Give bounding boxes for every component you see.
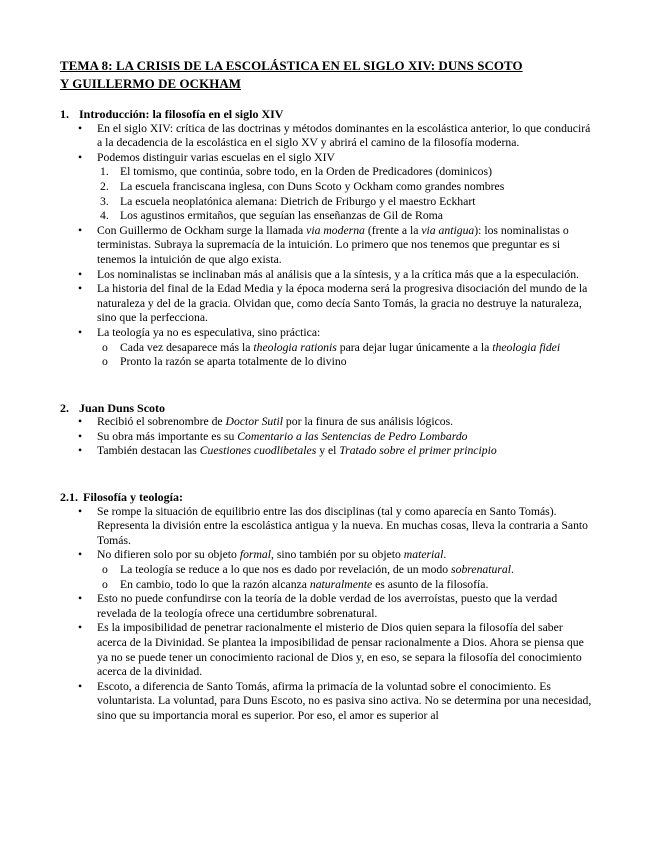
list-item xyxy=(60,505,595,549)
text-run: Esto no puede confundirse con la teoría de la doble verdad de los averroístas, puesto que la verdad revelada de la teología ofrece una certidumbre sobrenatural. xyxy=(97,592,558,620)
list-item xyxy=(60,563,595,578)
text-run: En el siglo XIV: crítica de las doctrinas y métodos dominantes en la escolástica anterior, lo que conducirá a la decadencia de la escolástica en el siglo XV y abrirá el camino de la filosofía moderna. xyxy=(97,121,591,150)
list-item-text xyxy=(120,578,488,591)
section-heading xyxy=(60,107,595,122)
bullet-marker: • xyxy=(78,592,83,606)
list-item xyxy=(60,268,595,283)
sub-bullet-marker: o xyxy=(102,355,108,369)
section-heading xyxy=(60,401,595,416)
text-run: Pronto la razón se aparta totalmente de lo divino xyxy=(120,355,347,369)
list-item-text xyxy=(97,444,497,457)
text-run: La escuela franciscana inglesa, con Duns Scoto y Ockham como grandes nombres xyxy=(120,179,505,193)
italic-text-run: Doctor Sutil xyxy=(225,415,283,429)
sub-bullet-marker: o xyxy=(102,563,108,577)
list-item-text xyxy=(97,151,335,164)
document-title-line-1: TEMA 8: LA CRISIS DE LA ESCOLÁSTICA EN EL SIGLO XIV: DUNS SCOTO xyxy=(60,59,523,73)
list-item-text xyxy=(120,563,514,576)
sub-bullet-marker: o xyxy=(102,340,108,354)
list-item xyxy=(60,151,595,166)
bullet-marker: • xyxy=(78,223,83,237)
text-run: es asunto de la filosofía. xyxy=(372,577,489,591)
text-run: . xyxy=(511,563,514,577)
bullet-marker: • xyxy=(78,621,83,635)
text-run: (frente a la xyxy=(364,223,422,237)
list-item-text xyxy=(97,122,590,150)
number-marker: 1. xyxy=(100,165,109,179)
text-run: La teología ya no es especulativa, sino práctica: xyxy=(97,325,321,339)
text-run: y el xyxy=(316,444,340,458)
section xyxy=(60,490,595,724)
list-item xyxy=(60,680,595,724)
list-item-text xyxy=(120,165,492,178)
text-run: Escoto, a diferencia de Santo Tomás, afirma la primacía de la voluntad sobre el conocimiento. Es voluntarista. La voluntad, para Duns Escoto, no es pasiva sino activa. No se determina por una necesidad, sino que su importancia moral es superior. Por eso, el amor es superior al xyxy=(97,679,592,722)
bullet-marker: • xyxy=(78,679,83,693)
bullet-marker: • xyxy=(78,504,83,518)
list-item xyxy=(60,430,595,445)
list-item-text xyxy=(97,268,579,281)
italic-text-run: naturalmente xyxy=(309,577,373,591)
list-item-text xyxy=(97,430,468,443)
list-item-text xyxy=(97,548,446,561)
document-body xyxy=(60,107,595,724)
list-item xyxy=(60,180,595,195)
list-item xyxy=(60,592,595,621)
list-item-text xyxy=(120,341,560,354)
list-item xyxy=(60,326,595,341)
bullet-marker: • xyxy=(78,121,83,135)
section-number: 2. xyxy=(60,400,69,415)
list-item-text xyxy=(120,355,347,368)
bullet-marker: • xyxy=(78,444,83,458)
text-run: No difieren solo por su objeto xyxy=(97,548,240,562)
list-item xyxy=(60,209,595,224)
list-item-text xyxy=(97,224,569,266)
number-marker: 4. xyxy=(100,209,109,223)
text-run: , sino también por su objeto xyxy=(271,548,404,562)
text-run: La escuela neoplatónica alemana: Dietrich de Friburgo y el maestro Eckhart xyxy=(120,194,476,208)
text-run: Los agustinos ermitaños, que seguían las enseñanzas de Gil de Roma xyxy=(120,209,443,223)
text-run: Se rompe la situación de equilibrio entre las dos disciplinas (tal y como aparecía en Santo Tomás). Representa la división entre la escolástica antigua y la nueva. En muchas cosas, lleva la contraria a Santo Tomás. xyxy=(97,504,589,547)
section-heading xyxy=(60,490,595,505)
text-run: La teología se reduce a lo que nos es dado por revelación, de un modo xyxy=(120,563,452,577)
italic-text-run: theologia fidei xyxy=(492,340,561,354)
list-item-text xyxy=(97,505,588,547)
list-item xyxy=(60,621,595,679)
text-run: Cada vez desaparece más la xyxy=(120,340,254,354)
section xyxy=(60,107,595,370)
text-run: Es la imposibilidad de penetrar racionalmente el misterio de Dios quien separa la filosofía del saber acerca de la Divinidad. Se plantea la imposibilidad de pensar racionalmente a Dios. Ahora se piensa que ya no se puede tener un conocimiento racional de Dios y, en eso, se separa la filosofía del conocimiento acerca de la divinidad. xyxy=(97,621,584,679)
text-run: para dejar lugar únicamente a la xyxy=(336,340,493,354)
section xyxy=(60,401,595,459)
text-run: por la finura de sus análisis lógicos. xyxy=(283,415,454,429)
list-item-text xyxy=(120,209,443,222)
text-run: El tomismo, que continúa, sobre todo, en la Orden de Predicadores (dominicos) xyxy=(120,165,492,179)
text-run: Los nominalistas se inclinaban más al análisis que a la síntesis, y a la crítica más que a la especulación. xyxy=(97,267,579,281)
italic-text-run: via moderna xyxy=(306,223,365,237)
italic-text-run: formal xyxy=(239,548,271,562)
italic-text-run: Cuestiones cuodlibetales xyxy=(199,444,317,458)
bullet-marker: • xyxy=(78,282,83,296)
italic-text-run: via antigua xyxy=(421,223,475,237)
section-number: 2.1. xyxy=(60,490,78,505)
italic-text-run: Tratado sobre el primer principio xyxy=(339,444,497,458)
list-item xyxy=(60,165,595,180)
list-item xyxy=(60,548,595,563)
italic-text-run: Comentario a las Sentencias de Pedro Lombardo xyxy=(237,429,468,443)
list-item-text xyxy=(97,326,320,339)
number-marker: 3. xyxy=(100,194,109,208)
bullet-marker: • xyxy=(78,429,83,443)
bullet-marker: • xyxy=(78,548,83,562)
text-run: También destacan las xyxy=(97,444,200,458)
italic-text-run: sobrenatural xyxy=(451,563,512,577)
list-item-text xyxy=(97,680,591,722)
text-run: Recibió el sobrenombre de xyxy=(97,415,226,429)
section-number: 1. xyxy=(60,107,69,121)
document-title xyxy=(60,57,595,93)
text-run: Podemos distinguir varias escuelas en el siglo XIV xyxy=(97,150,335,164)
text-run: ): los nominalistas o terministas. Subraya la supremacía de la intuición. Lo primero que nos tenemos que preguntar es si tenemos la intuición de que algo exista. xyxy=(97,223,569,266)
text-run: Con Guillermo de Ockham surge la llamada xyxy=(97,223,307,237)
bullet-marker: • xyxy=(78,415,83,429)
list-item-text xyxy=(97,415,453,428)
list-item xyxy=(60,415,595,430)
list-item xyxy=(60,224,595,268)
list-item xyxy=(60,444,595,459)
text-run: . xyxy=(443,548,447,562)
number-marker: 2. xyxy=(100,179,109,193)
list-item xyxy=(60,122,595,151)
text-run: La historia del final de la Edad Media y la época moderna será la progresiva disociación del mundo de la naturaleza y del de la gracia. Olvidan que, como decía Santo Tomás, la gracia no destruye la naturaleza, sino que la perfecciona. xyxy=(97,282,588,325)
list-item-text xyxy=(120,180,504,193)
list-item-text xyxy=(120,195,475,208)
list-item-text xyxy=(97,282,587,324)
bullet-marker: • xyxy=(78,325,83,339)
list-item xyxy=(60,341,595,356)
text-run: En cambio, todo lo que la razón alcanza xyxy=(120,577,310,591)
list-item xyxy=(60,195,595,210)
bullet-marker: • xyxy=(78,150,83,164)
text-run: Su obra más importante es su xyxy=(97,429,238,443)
list-item xyxy=(60,355,595,370)
list-item xyxy=(60,578,595,593)
list-item-text xyxy=(97,592,557,620)
section-heading-text: Filosofía y teología: xyxy=(83,490,183,505)
document-title-line-2: Y GUILLERMO DE OCKHAM xyxy=(60,77,242,91)
italic-text-run: material xyxy=(403,548,444,562)
list-item xyxy=(60,282,595,326)
bullet-marker: • xyxy=(78,267,83,281)
section-heading-text: Juan Duns Scoto xyxy=(79,400,166,415)
section-heading-text: Introducción: la filosofía en el siglo XIV xyxy=(79,107,284,121)
sub-bullet-marker: o xyxy=(102,577,108,591)
italic-text-run: theologia rationis xyxy=(253,340,337,354)
list-item-text xyxy=(97,621,584,678)
